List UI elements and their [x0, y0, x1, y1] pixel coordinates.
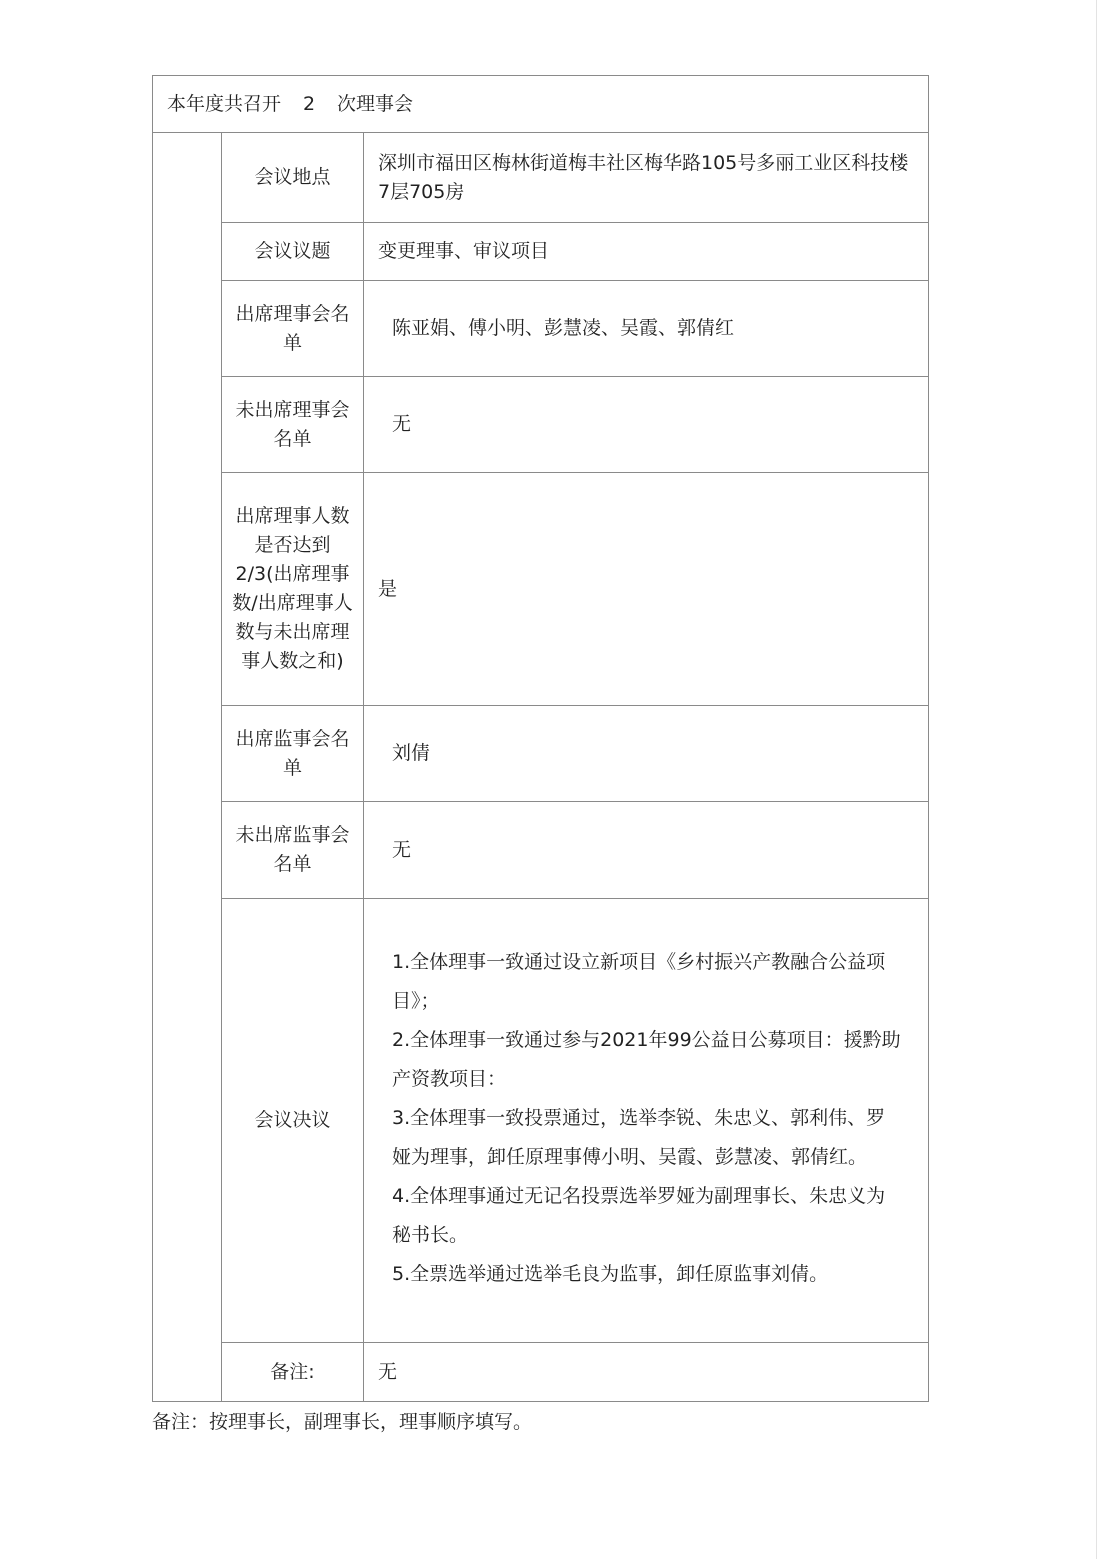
row-value-absent-directors: 无 — [364, 377, 929, 473]
table-row — [153, 281, 929, 377]
row-value-quorum: 是 — [364, 473, 929, 706]
table-row — [153, 802, 929, 899]
resolution-list — [364, 925, 928, 1316]
resolution-item-4: 4.全体理事通过无记名投票选举罗娅为副理事长、朱忠义为秘书长。 — [392, 1185, 886, 1246]
row-label-absent-directors: 未出席理事会名单 — [222, 377, 364, 473]
meeting-count-prefix: 本年度共召开 — [167, 92, 282, 115]
row-value-attending-directors: 陈亚娟、傅小明、彭慧凌、吴霞、郭倩红 — [364, 281, 929, 377]
resolution-item-3: 3.全体理事一致投票通过，选举李锐、朱忠义、郭利伟、罗娅为理事，卸任原理事傅小明、吴霞、彭慧凌、郭倩红。 — [392, 1107, 886, 1168]
row-label-topic: 会议议题 — [222, 223, 364, 281]
row-value-absent-supervisors: 无 — [364, 802, 929, 899]
row-label-resolution: 会议决议 — [222, 899, 364, 1343]
table-row — [153, 133, 929, 223]
meeting-count-value: 2 — [302, 92, 316, 115]
row-value-remark: 无 — [364, 1343, 929, 1402]
blank-left-column — [153, 133, 222, 1402]
row-label-location: 会议地点 — [222, 133, 364, 223]
meeting-count-suffix: 次理事会 — [337, 92, 414, 115]
meeting-count-cell — [153, 76, 929, 133]
table-row — [153, 1343, 929, 1402]
table-row — [153, 706, 929, 802]
table-row — [153, 899, 929, 1343]
row-value-topic: 变更理事、审议项目 — [364, 223, 929, 281]
header-row — [153, 76, 929, 133]
resolution-item-1: 1.全体理事一致通过设立新项目《乡村振兴产教融合公益项目》； — [392, 951, 886, 1012]
row-label-quorum: 出席理事人数是否达到2/3(出席理事数/出席理事人数与未出席理事人数之和) — [222, 473, 364, 706]
row-label-remark: 备注: — [222, 1343, 364, 1402]
table-row — [153, 473, 929, 706]
row-label-absent-supervisors: 未出席监事会名单 — [222, 802, 364, 899]
resolution-item-2: 2.全体理事一致通过参与2021年99公益日公募项目：援黔助产资教项目： — [392, 1029, 901, 1090]
footnote: 备注：按理事长，副理事长，理事顺序填写。 — [152, 1411, 533, 1433]
row-value-attending-supervisors: 刘倩 — [364, 706, 929, 802]
scan-edge-line — [1096, 0, 1097, 1559]
row-value-location: 深圳市福田区梅林街道梅丰社区梅华路105号多丽工业区科技楼7层705房 — [364, 133, 929, 223]
row-label-attending-directors: 出席理事会名单 — [222, 281, 364, 377]
table-row — [153, 223, 929, 281]
table-row — [153, 377, 929, 473]
row-label-attending-supervisors: 出席监事会名单 — [222, 706, 364, 802]
resolution-item-5: 5.全票选举通过选举毛良为监事，卸任原监事刘倩。 — [392, 1263, 829, 1285]
council-meeting-table — [152, 75, 929, 1402]
row-value-resolution — [364, 899, 929, 1343]
